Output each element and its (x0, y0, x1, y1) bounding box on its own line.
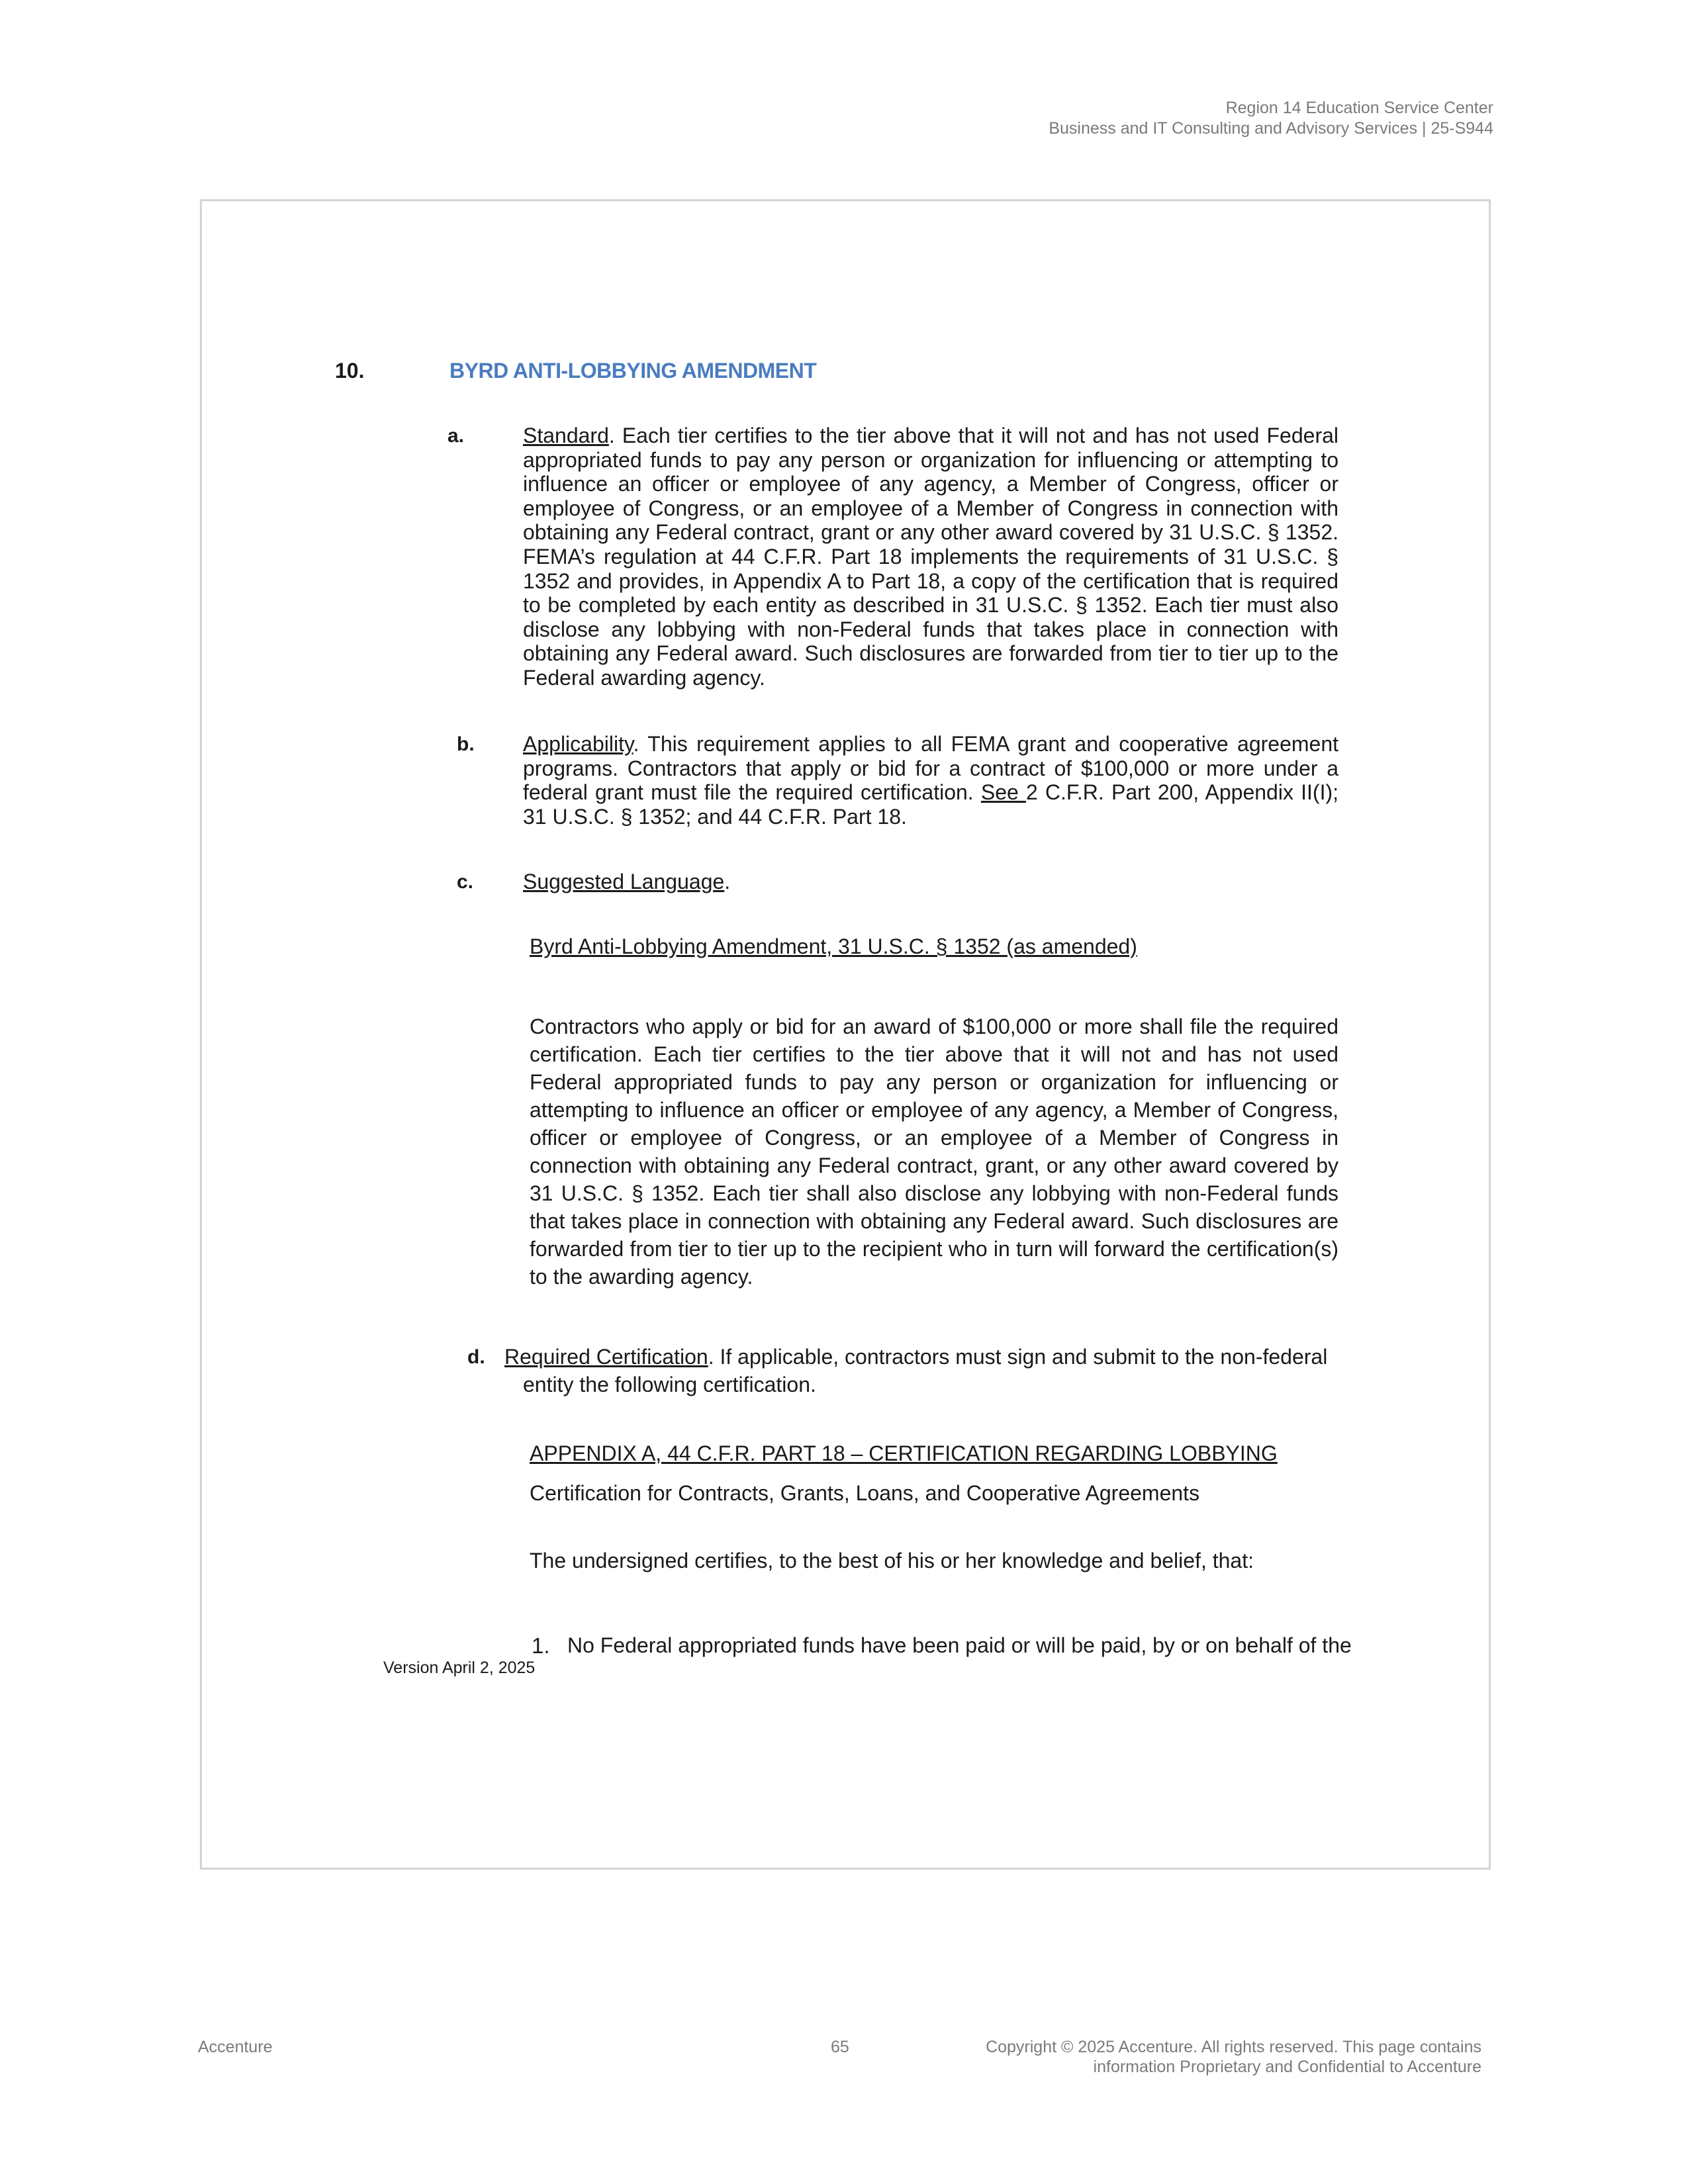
item-b-text-1: . This requirement applies to all FEMA grant and cooperative agreement programs. Contractors that apply or bid for a contract of $100,000 or more under a federal grant must file the required certification. (523, 732, 1338, 805)
item-c-suggested-text: Contractors who apply or bid for an award of $100,000 or more shall file the required certification. Each tier certifies to the tier above that it will not and has not used Federal appropriated funds to pay any person or organization for influencing or attempting to influence an officer or employee of any agency, a Member of Congress, officer or employee of Congress, or an employee of a Member of Congress in connection with obtaining any Federal contract, grant, or any other award covered by 31 U.S.C. § 1352. Each tier shall also disclose any lobbying with non-Federal funds that takes place in connection with obtaining any Federal award. Such disclosures are forwarded from tier to tier up to the recipient who in turn will forward the certification(s) to the awarding agency. (530, 1015, 1338, 1289)
footer-company: Accenture (198, 2038, 273, 2056)
page-number: 65 (831, 2038, 849, 2056)
item-a-letter: a. (447, 425, 465, 447)
item-d-line-2: entity the following certification. (523, 1373, 816, 1396)
item-b-see: See (980, 780, 1026, 805)
item-c-heading-line (523, 870, 730, 894)
item-d-heading: Required Certification (504, 1345, 708, 1369)
header-organization: Region 14 Education Service Center (1225, 99, 1493, 117)
footer-copyright-line-1: Copyright © 2025 Accenture. All rights reserved. This page contains (986, 2038, 1481, 2056)
appendix-title: APPENDIX A, 44 C.F.R. PART 18 – CERTIFICATION REGARDING LOBBYING (530, 1441, 1278, 1465)
item-c-heading: Suggested Language (523, 870, 725, 893)
footer-copyright-line-2: information Proprietary and Confidential to Accenture (1093, 2058, 1481, 2076)
item-b-heading: Applicability (523, 732, 633, 756)
appendix-item-1-number: 1. (532, 1633, 550, 1658)
item-b-text-2: 2 C.F.R. Part 200, Appendix II(I); 31 U.S.C. § 1352; and 44 C.F.R. Part 18. (523, 780, 1339, 829)
version-label: Version April 2, 2025 (383, 1659, 536, 1677)
item-a-paragraph (523, 424, 1338, 690)
item-c-heading-suffix: . (724, 870, 731, 893)
footer-copyright (986, 2037, 1481, 2077)
item-d-letter: d. (467, 1346, 485, 1368)
appendix-item-1-text: No Federal appropriated funds have been paid or will be paid, by or on behalf of the (567, 1633, 1352, 1657)
item-b-paragraph (523, 732, 1338, 829)
item-a-heading: Standard (523, 424, 609, 447)
item-a-text: . Each tier certifies to the tier above that it will not and has not used Federal appropriated funds to pay any person or organization for influencing or attempting to influence an officer or employee of any agency, a Member of Congress, officer or employee of Congress, or an employee of a Member of Congress in connection with obtaining any Federal contract, grant or any other award covered by 31 U.S.C. § 1352. FEMA’s regulation at 44 C.F.R. Part 18 implements the requirements of 31 U.S.C. § 1352 and provides, in Appendix A to Part 18, a copy of the certification that is required to be completed by each entity as described in 31 U.S.C. § 1352. Each tier must also disclose any lobbying with non-Federal funds that takes place in connection with obtaining any Federal award. Such disclosures are forwarded from tier to tier up to the Federal awarding agency. (523, 424, 1338, 690)
appendix-subtitle: Certification for Contracts, Grants, Loans, and Cooperative Agreements (530, 1481, 1200, 1505)
document-header (1049, 98, 1493, 139)
item-d-text-1: . If applicable, contractors must sign and submit to the non-federal (708, 1345, 1328, 1369)
item-d-line-1 (504, 1345, 1327, 1369)
header-project: Business and IT Consulting and Advisory Services | 25-S944 (1049, 119, 1493, 138)
appendix-intro: The undersigned certifies, to the best of his or her knowledge and belief, that: (530, 1549, 1254, 1572)
item-c-subheading: Byrd Anti-Lobbying Amendment, 31 U.S.C. § 1352 (as amended) (530, 934, 1137, 958)
item-c-letter: c. (457, 871, 474, 893)
item-b-letter: b. (457, 733, 475, 755)
section-number: 10. (335, 359, 365, 383)
section-title: BYRD ANTI-LOBBYING AMENDMENT (449, 359, 817, 383)
